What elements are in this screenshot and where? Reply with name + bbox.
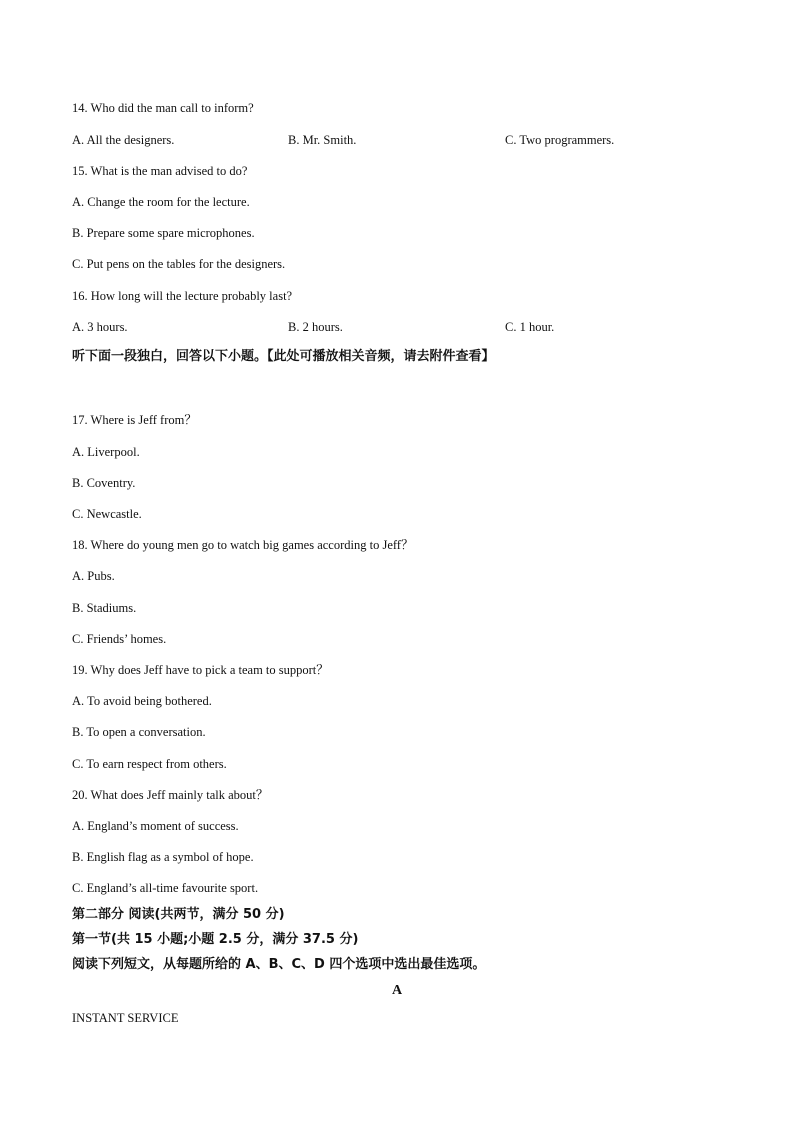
q18-option-a: A. Pubs.: [72, 569, 115, 583]
q14-option-a: A. All the designers.: [72, 133, 175, 147]
q16-option-b: B. 2 hours.: [288, 320, 343, 334]
q14-option-c: C. Two programmers.: [505, 133, 615, 147]
q18-question: 18. Where do young men go to watch big games according to Jeff？: [72, 538, 414, 552]
q15-option-c: C. Put pens on the tables for the designers.: [72, 257, 286, 271]
q15-option-a: A. Change the room for the lecture.: [72, 195, 250, 209]
q14-question: 14. Who did the man call to inform?: [72, 101, 254, 115]
q19-option-c: C. To earn respect from others.: [72, 757, 227, 771]
q17-option-b: B. Coventry.: [72, 476, 136, 490]
q20-option-a: A. England’s moment of success.: [72, 819, 239, 833]
monologue-instruction: 听下面一段独白，回答以下小题。【此处可播放相关音频，请去附件查看】: [72, 349, 495, 364]
q15-question: 15. What is the man advised to do?: [72, 164, 248, 178]
q18-option-c: C. Friends’ homes.: [72, 632, 167, 646]
q15-option-b: B. Prepare some spare microphones.: [72, 226, 255, 240]
q20-question: 20. What does Jeff mainly talk about？: [72, 788, 269, 802]
q14-option-b: B. Mr. Smith.: [288, 133, 357, 147]
passage-label: A: [391, 983, 403, 998]
q16-option-a: A. 3 hours.: [72, 320, 128, 334]
q17-option-a: A. Liverpool.: [72, 445, 140, 459]
q20-option-c: C. England’s all-time favourite sport.: [72, 881, 259, 895]
q19-option-a: A. To avoid being bothered.: [72, 694, 212, 708]
q16-question: 16. How long will the lecture probably last?: [72, 289, 293, 303]
q17-option-c: C. Newcastle.: [72, 507, 142, 521]
q20-option-b: B. English flag as a symbol of hope.: [72, 850, 254, 864]
q16-option-c: C. 1 hour.: [505, 320, 555, 334]
q18-option-b: B. Stadiums.: [72, 601, 137, 615]
part2-section1: 第一节(共 15 小题;小题 2.5 分，满分 37.5 分): [72, 932, 359, 947]
q17-question: 17. Where is Jeff from？: [72, 413, 197, 427]
q19-option-b: B. To open a conversation.: [72, 725, 206, 739]
part2-title: 第二部分 阅读(共两节，满分 50 分): [72, 907, 285, 922]
q19-question: 19. Why does Jeff have to pick a team to support？: [72, 663, 329, 677]
part2-instruction: 阅读下列短文，从每题所给的 A、B、C、D 四个选项中选出最佳选项。: [72, 957, 486, 972]
passage-title: INSTANT SERVICE: [72, 1011, 179, 1025]
